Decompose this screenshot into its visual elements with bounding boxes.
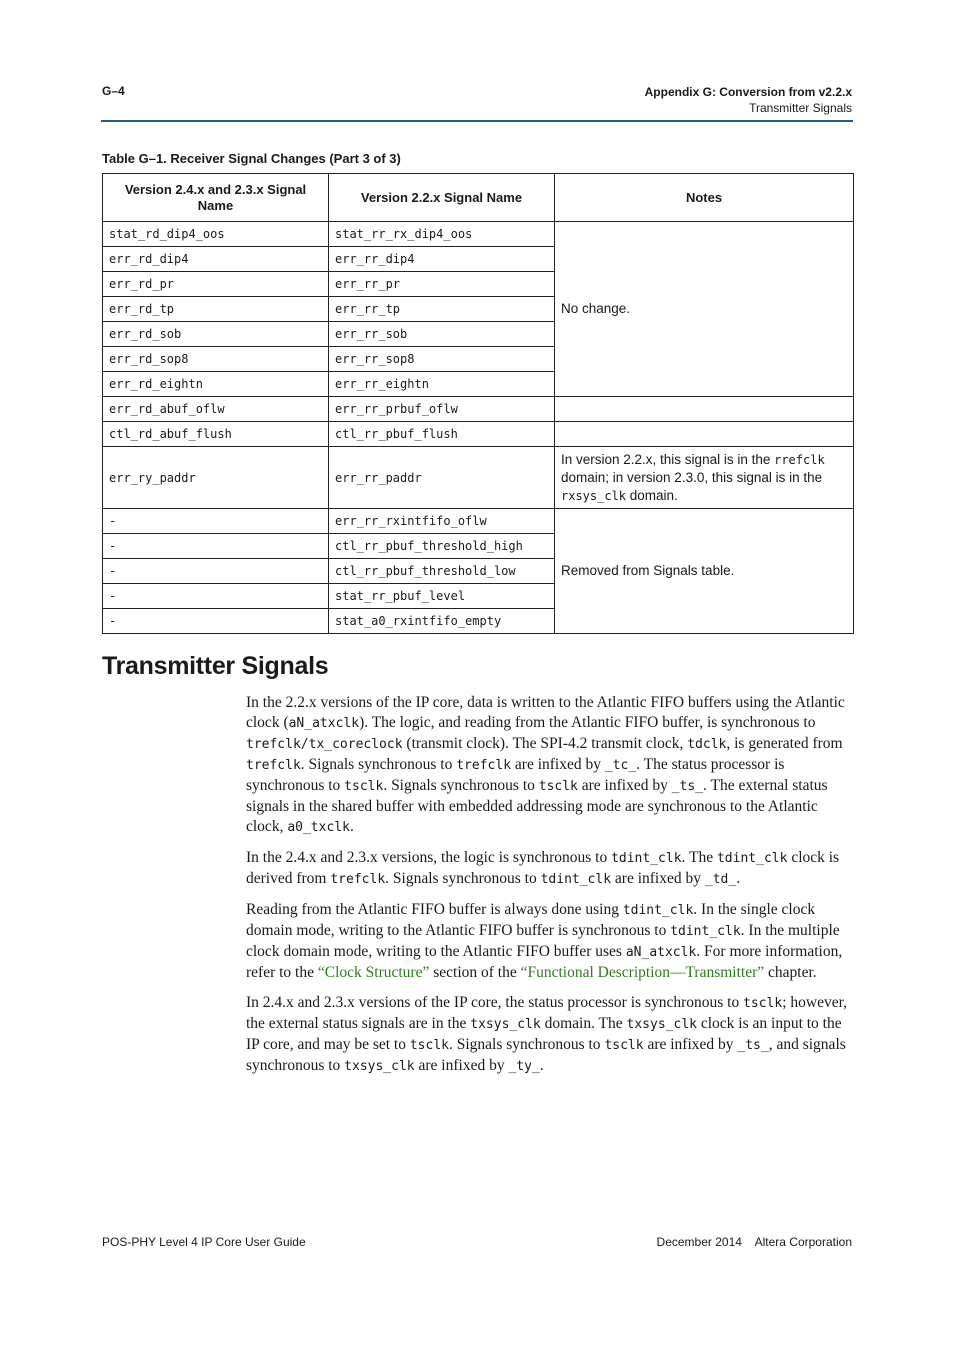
code-run: _tc_ xyxy=(604,758,637,773)
text-run: . In the single clock domain mode, writing to the Atlantic FIFO buffer is synchronous to xyxy=(246,901,816,939)
section-body xyxy=(246,693,854,1087)
code-run: tsclk xyxy=(409,1038,449,1053)
note-text: In version 2.2.x, this signal is in the xyxy=(561,451,775,467)
code-run: txsys_clk xyxy=(626,1017,697,1032)
signal-v22: err_rr_pr xyxy=(329,272,555,297)
code-run: tdint_clk xyxy=(540,872,612,887)
footer-doc-title: POS-PHY Level 4 IP Core User Guide xyxy=(102,1235,306,1249)
note-code: rxsys_clk xyxy=(561,488,627,503)
text-run: Reading from the Atlantic FIFO buffer is always done using xyxy=(246,901,623,918)
paragraph-1 xyxy=(246,693,854,838)
code-run: aN_atxclk xyxy=(625,945,697,960)
note-text: domain; in version 2.3.0, this signal is in the xyxy=(561,469,823,485)
text-run: . xyxy=(539,1057,544,1074)
table-row xyxy=(103,509,854,534)
signal-v22: err_rr_dip4 xyxy=(329,247,555,272)
table-row xyxy=(103,422,854,447)
text-run: . xyxy=(736,870,741,887)
text-run: clock is an input to the IP core, and may be set to xyxy=(246,1015,842,1053)
table-row xyxy=(103,447,854,509)
text-run: In 2.4.x and 2.3.x versions of the IP core, the status processor is synchronous to xyxy=(246,994,744,1011)
column-header: Version 2.4.x and 2.3.x Signal Name xyxy=(103,174,329,222)
signal-v24: err_rd_dip4 xyxy=(103,247,329,272)
text-run: are infixed by xyxy=(414,1057,509,1074)
text-run: clock is derived from xyxy=(246,849,840,887)
column-header: Notes xyxy=(555,174,854,222)
text-run: ). The logic, and reading from the Atlantic FIFO buffer, is synchronous to xyxy=(359,714,816,731)
table-row xyxy=(103,222,854,247)
signal-v24: - xyxy=(103,534,329,559)
code-run: tdint_clk xyxy=(622,903,694,918)
signal-v24: - xyxy=(103,509,329,534)
signal-v22: stat_a0_rxintfifo_empty xyxy=(329,609,555,634)
code-run: tsclk xyxy=(743,996,783,1011)
signal-v22: stat_rr_pbuf_level xyxy=(329,584,555,609)
text-run: In the 2.2.x versions of the IP core, data is written to the Atlantic FIFO buffers using the Atlantic clock ( xyxy=(246,694,845,731)
link-functional-description[interactable]: “Functional Description—Transmitter” xyxy=(520,964,765,981)
signal-v24: err_ry_paddr xyxy=(103,447,329,509)
code-run: _ts_ xyxy=(671,779,704,794)
code-run: _ts_ xyxy=(737,1038,769,1053)
link-clock-structure[interactable]: “Clock Structure” xyxy=(317,964,430,981)
note-cell: No change. xyxy=(555,222,854,397)
text-run: . The external status signals in the shared buffer with embedded addressing mode are synchronous to the Atlantic clock, xyxy=(246,777,828,835)
code-run: tdint_clk xyxy=(716,851,788,866)
text-run: ; however, the external status signals are in the xyxy=(246,994,848,1032)
signal-v24: err_rd_sob xyxy=(103,322,329,347)
text-run: , is generated from xyxy=(726,735,843,752)
table-row xyxy=(103,397,854,422)
note-code: rrefclk xyxy=(774,452,825,467)
code-run: trefclk xyxy=(330,872,386,887)
code-run: _ty_ xyxy=(508,1059,540,1074)
text-run: . In the multiple clock domain mode, writing to the Atlantic FIFO buffer uses xyxy=(246,922,840,960)
section-heading: Transmitter Signals xyxy=(102,652,329,680)
code-run: tsclk xyxy=(538,779,578,794)
signal-v22: err_rr_prbuf_oflw xyxy=(329,397,555,422)
signal-changes-table xyxy=(102,173,854,634)
code-run: _td_ xyxy=(704,872,737,887)
code-run: tdclk xyxy=(687,737,727,752)
note-cell xyxy=(555,447,854,509)
code-run: tsclk xyxy=(604,1038,644,1053)
signal-v22: ctl_rr_pbuf_flush xyxy=(329,422,555,447)
code-run: aN_atxclk xyxy=(288,716,360,731)
code-run: tdint_clk xyxy=(611,851,682,866)
signal-v22: err_rr_tp xyxy=(329,297,555,322)
text-run: . The xyxy=(681,849,717,866)
text-run: . Signals synchronous to xyxy=(449,1036,605,1053)
signal-v22: err_rr_eightn xyxy=(329,372,555,397)
signal-v22: err_rr_paddr xyxy=(329,447,555,509)
text-run: chapter. xyxy=(764,964,817,981)
code-run: trefclk xyxy=(246,758,301,773)
section-title: Transmitter Signals xyxy=(749,101,852,115)
text-run: . Signals synchronous to xyxy=(385,870,541,887)
footer-date-company: December 2014 Altera Corporation xyxy=(656,1235,852,1249)
code-run: txsys_clk xyxy=(470,1017,541,1032)
chapter-title: Appendix G: Conversion from v2.2.x xyxy=(644,85,852,99)
text-run: are infixed by xyxy=(511,756,605,773)
page-number: G–4 xyxy=(102,84,125,98)
code-run: tsclk xyxy=(344,779,384,794)
signal-v24: err_rd_abuf_oflw xyxy=(103,397,329,422)
text-run: are infixed by xyxy=(643,1036,738,1053)
note-cell: Removed from Signals table. xyxy=(555,509,854,634)
paragraph-2 xyxy=(246,848,854,890)
signal-v24: err_rd_eightn xyxy=(103,372,329,397)
running-header xyxy=(645,84,852,116)
signal-v24: - xyxy=(103,559,329,584)
code-run: txsys_clk xyxy=(344,1059,415,1074)
code-run: trefclk/tx_coreclock xyxy=(246,737,403,752)
text-run: . The status processor is synchronous to xyxy=(246,756,785,794)
code-run: a0_txclk xyxy=(287,820,350,835)
signal-v24: - xyxy=(103,584,329,609)
text-run: . For more information, refer to the xyxy=(246,943,843,981)
signal-v22: err_rr_sop8 xyxy=(329,347,555,372)
table-header-row xyxy=(103,174,854,222)
text-run: are infixed by xyxy=(577,777,672,794)
text-run: . Signals synchronous to xyxy=(383,777,539,794)
signal-v22: err_rr_sob xyxy=(329,322,555,347)
paragraph-3 xyxy=(246,900,854,983)
signal-v24: err_rd_pr xyxy=(103,272,329,297)
signal-v22: stat_rr_rx_dip4_oos xyxy=(329,222,555,247)
code-run: trefclk xyxy=(456,758,512,773)
text-run: section of the xyxy=(429,964,521,981)
text-run: , and signals synchronous to xyxy=(246,1036,846,1074)
signal-v24: err_rd_tp xyxy=(103,297,329,322)
text-run: domain. The xyxy=(540,1015,627,1032)
column-header: Version 2.2.x Signal Name xyxy=(329,174,555,222)
text-run: . Signals synchronous to xyxy=(300,756,457,773)
signal-v22: err_rr_rxintfifo_oflw xyxy=(329,509,555,534)
signal-v22: ctl_rr_pbuf_threshold_low xyxy=(329,559,555,584)
note-text: domain. xyxy=(626,487,678,503)
text-run: In the 2.4.x and 2.3.x versions, the logic is synchronous to xyxy=(246,849,612,866)
header-rule xyxy=(101,120,853,122)
table-caption: Table G–1. Receiver Signal Changes (Part 3 of 3) xyxy=(102,151,401,166)
note-cell-empty xyxy=(555,397,854,422)
code-run: tdint_clk xyxy=(670,924,741,939)
text-run: (transmit clock). The SPI-4.2 transmit clock, xyxy=(402,735,688,752)
signal-v24: ctl_rd_abuf_flush xyxy=(103,422,329,447)
text-run: are infixed by xyxy=(611,870,705,887)
signal-v24: - xyxy=(103,609,329,634)
note-cell-empty xyxy=(555,422,854,447)
signal-v24: err_rd_sop8 xyxy=(103,347,329,372)
paragraph-4 xyxy=(246,993,854,1077)
text-run: . xyxy=(349,818,354,835)
signal-v24: stat_rd_dip4_oos xyxy=(103,222,329,247)
signal-v22: ctl_rr_pbuf_threshold_high xyxy=(329,534,555,559)
